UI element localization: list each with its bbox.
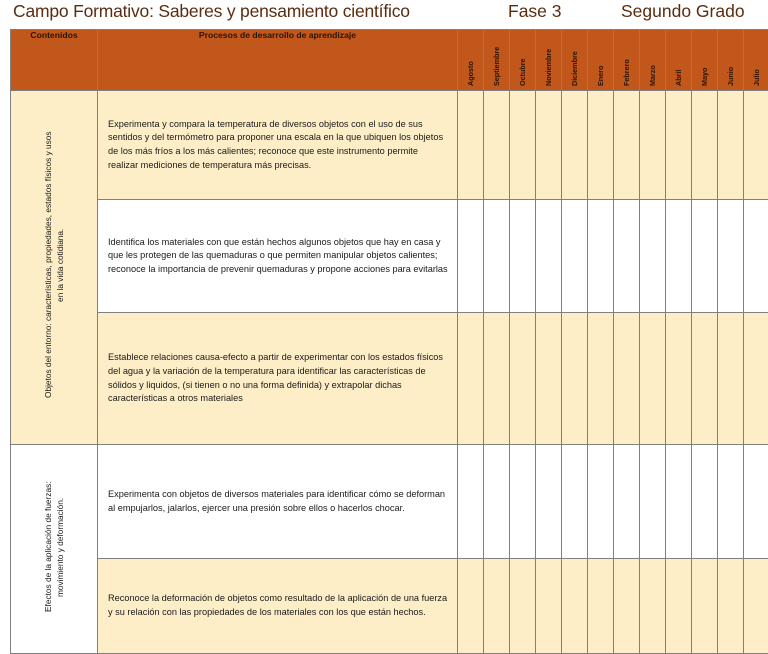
table-row: [11, 559, 768, 654]
proceso-cell-1: Identifica los materiales con que están hechos algunos objetos que hay en casa y que les protegen de las quemaduras o que permiten manipular objetos calientes; reconoce la importancia de prevenir quemaduras y propone acciones para evitarlas: [98, 200, 458, 313]
contenido-label-1: Efectos de la aplicación de fuerzas: movimiento y deformación.: [42, 463, 66, 631]
month-label-abril: Abril: [666, 30, 691, 86]
contenido-cell-1: [11, 445, 98, 654]
month-mark-cell[interactable]: [666, 91, 692, 200]
month-mark-cell[interactable]: [484, 445, 510, 559]
phase-label: Fase 3: [508, 1, 562, 22]
month-mark-cell[interactable]: [536, 313, 562, 445]
month-mark-cell[interactable]: [510, 91, 536, 200]
month-mark-cell[interactable]: [640, 200, 666, 313]
month-mark-cell[interactable]: [640, 445, 666, 559]
month-mark-cell[interactable]: [640, 313, 666, 445]
month-mark-cell[interactable]: [718, 559, 744, 654]
month-mark-cell[interactable]: [692, 559, 718, 654]
curriculum-table: [10, 29, 768, 654]
month-mark-cell[interactable]: [562, 445, 588, 559]
month-mark-cell[interactable]: [692, 313, 718, 445]
month-mark-cell[interactable]: [536, 445, 562, 559]
month-mark-cell[interactable]: [536, 91, 562, 200]
month-label-octubre: Octubre: [510, 30, 535, 86]
month-mark-cell[interactable]: [458, 313, 484, 445]
proceso-cell-0: Experimenta y compara la temperatura de diversos objetos con el uso de sus sentidos y del termómetro para proponer una escala en la que ubiquen los objetos de los más fríos a los más calientes; reconoce que este instrumento permite realizar mediciones de temperatura más precisas.: [98, 91, 458, 200]
column-header-month-marzo: [640, 30, 666, 91]
table-row: [11, 313, 768, 445]
contenido-label-0: Objetos del entorno: características, propiedades, estados físicos y usos en la vida cotidiana.: [42, 126, 66, 404]
column-header-procesos: Procesos de desarrollo de aprendizaje: [98, 30, 458, 91]
column-header-month-enero: [588, 30, 614, 91]
month-mark-cell[interactable]: [458, 91, 484, 200]
month-mark-cell[interactable]: [614, 200, 640, 313]
column-header-contenidos: Contenidos: [11, 30, 98, 91]
page-title: Campo Formativo: Saberes y pensamiento científico: [13, 1, 410, 22]
month-label-noviembre: Noviembre: [536, 30, 561, 86]
month-mark-cell[interactable]: [484, 313, 510, 445]
month-mark-cell[interactable]: [510, 313, 536, 445]
table-body: [11, 91, 768, 654]
month-mark-cell[interactable]: [588, 559, 614, 654]
month-mark-cell[interactable]: [614, 313, 640, 445]
month-mark-cell[interactable]: [640, 559, 666, 654]
column-header-month-septiembre: [484, 30, 510, 91]
contenido-cell-0: [11, 91, 98, 445]
month-mark-cell[interactable]: [510, 200, 536, 313]
month-mark-cell[interactable]: [588, 313, 614, 445]
month-mark-cell[interactable]: [666, 445, 692, 559]
month-mark-cell[interactable]: [666, 559, 692, 654]
month-mark-cell[interactable]: [744, 200, 768, 313]
month-label-junio: Junio: [718, 30, 743, 86]
table-row: [11, 91, 768, 200]
month-mark-cell[interactable]: [536, 559, 562, 654]
column-header-month-diciembre: [562, 30, 588, 91]
document-title-bar: [0, 0, 768, 29]
month-label-febrero: Febrero: [614, 30, 639, 86]
column-header-month-agosto: [458, 30, 484, 91]
month-mark-cell[interactable]: [458, 559, 484, 654]
month-mark-cell[interactable]: [744, 445, 768, 559]
month-mark-cell[interactable]: [718, 91, 744, 200]
month-mark-cell[interactable]: [588, 200, 614, 313]
month-mark-cell[interactable]: [666, 200, 692, 313]
month-mark-cell[interactable]: [692, 91, 718, 200]
month-mark-cell[interactable]: [510, 445, 536, 559]
month-mark-cell[interactable]: [614, 445, 640, 559]
month-mark-cell[interactable]: [562, 91, 588, 200]
month-mark-cell[interactable]: [640, 91, 666, 200]
table-row: [11, 200, 768, 313]
month-mark-cell[interactable]: [536, 200, 562, 313]
month-mark-cell[interactable]: [510, 559, 536, 654]
month-mark-cell[interactable]: [562, 313, 588, 445]
month-label-diciembre: Diciembre: [562, 30, 587, 86]
month-mark-cell[interactable]: [744, 313, 768, 445]
month-label-mayo: Mayo: [692, 30, 717, 86]
proceso-cell-2: Establece relaciones causa-efecto a partir de experimentar con los estados físicos del agua y la variación de la temperatura para identificar las características de sólidos y liquidos, (si tienen o no una forma definida) y extrapolar dichas características a otros materiales: [98, 313, 458, 445]
month-mark-cell[interactable]: [562, 559, 588, 654]
month-mark-cell[interactable]: [484, 91, 510, 200]
month-label-julio: Julio: [744, 30, 768, 86]
proceso-cell-4: Reconoce la deformación de objetos como resultado de la aplicación de una fuerza y su relación con las propiedades de los materiales con los que están hechos.: [98, 559, 458, 654]
proceso-cell-3: Experimenta con objetos de diversos materiales para identificar cómo se deforman al empujarlos, jalarlos, ejercer una presión sobre ellos o hacerlos chocar.: [98, 445, 458, 559]
month-label-agosto: Agosto: [458, 30, 483, 86]
month-mark-cell[interactable]: [718, 313, 744, 445]
column-header-month-junio: [718, 30, 744, 91]
month-mark-cell[interactable]: [744, 559, 768, 654]
column-header-month-julio: [744, 30, 768, 91]
column-header-month-mayo: [692, 30, 718, 91]
month-mark-cell[interactable]: [588, 445, 614, 559]
table-header-row: [11, 30, 768, 91]
month-mark-cell[interactable]: [484, 200, 510, 313]
month-mark-cell[interactable]: [744, 91, 768, 200]
column-header-month-noviembre: [536, 30, 562, 91]
month-mark-cell[interactable]: [718, 445, 744, 559]
month-label-enero: Enero: [588, 30, 613, 86]
month-label-septiembre: Septiembre: [484, 30, 509, 86]
month-mark-cell[interactable]: [666, 313, 692, 445]
month-mark-cell[interactable]: [718, 200, 744, 313]
month-mark-cell[interactable]: [692, 445, 718, 559]
month-mark-cell[interactable]: [614, 559, 640, 654]
grade-label: Segundo Grado: [621, 1, 745, 22]
column-header-month-abril: [666, 30, 692, 91]
month-mark-cell[interactable]: [692, 200, 718, 313]
month-mark-cell[interactable]: [614, 91, 640, 200]
month-mark-cell[interactable]: [484, 559, 510, 654]
column-header-month-febrero: [614, 30, 640, 91]
month-mark-cell[interactable]: [588, 91, 614, 200]
month-mark-cell[interactable]: [562, 200, 588, 313]
table-header: [11, 30, 768, 91]
table-row: [11, 445, 768, 559]
column-header-month-octubre: [510, 30, 536, 91]
month-mark-cell[interactable]: [458, 200, 484, 313]
month-mark-cell[interactable]: [458, 445, 484, 559]
month-label-marzo: Marzo: [640, 30, 665, 86]
